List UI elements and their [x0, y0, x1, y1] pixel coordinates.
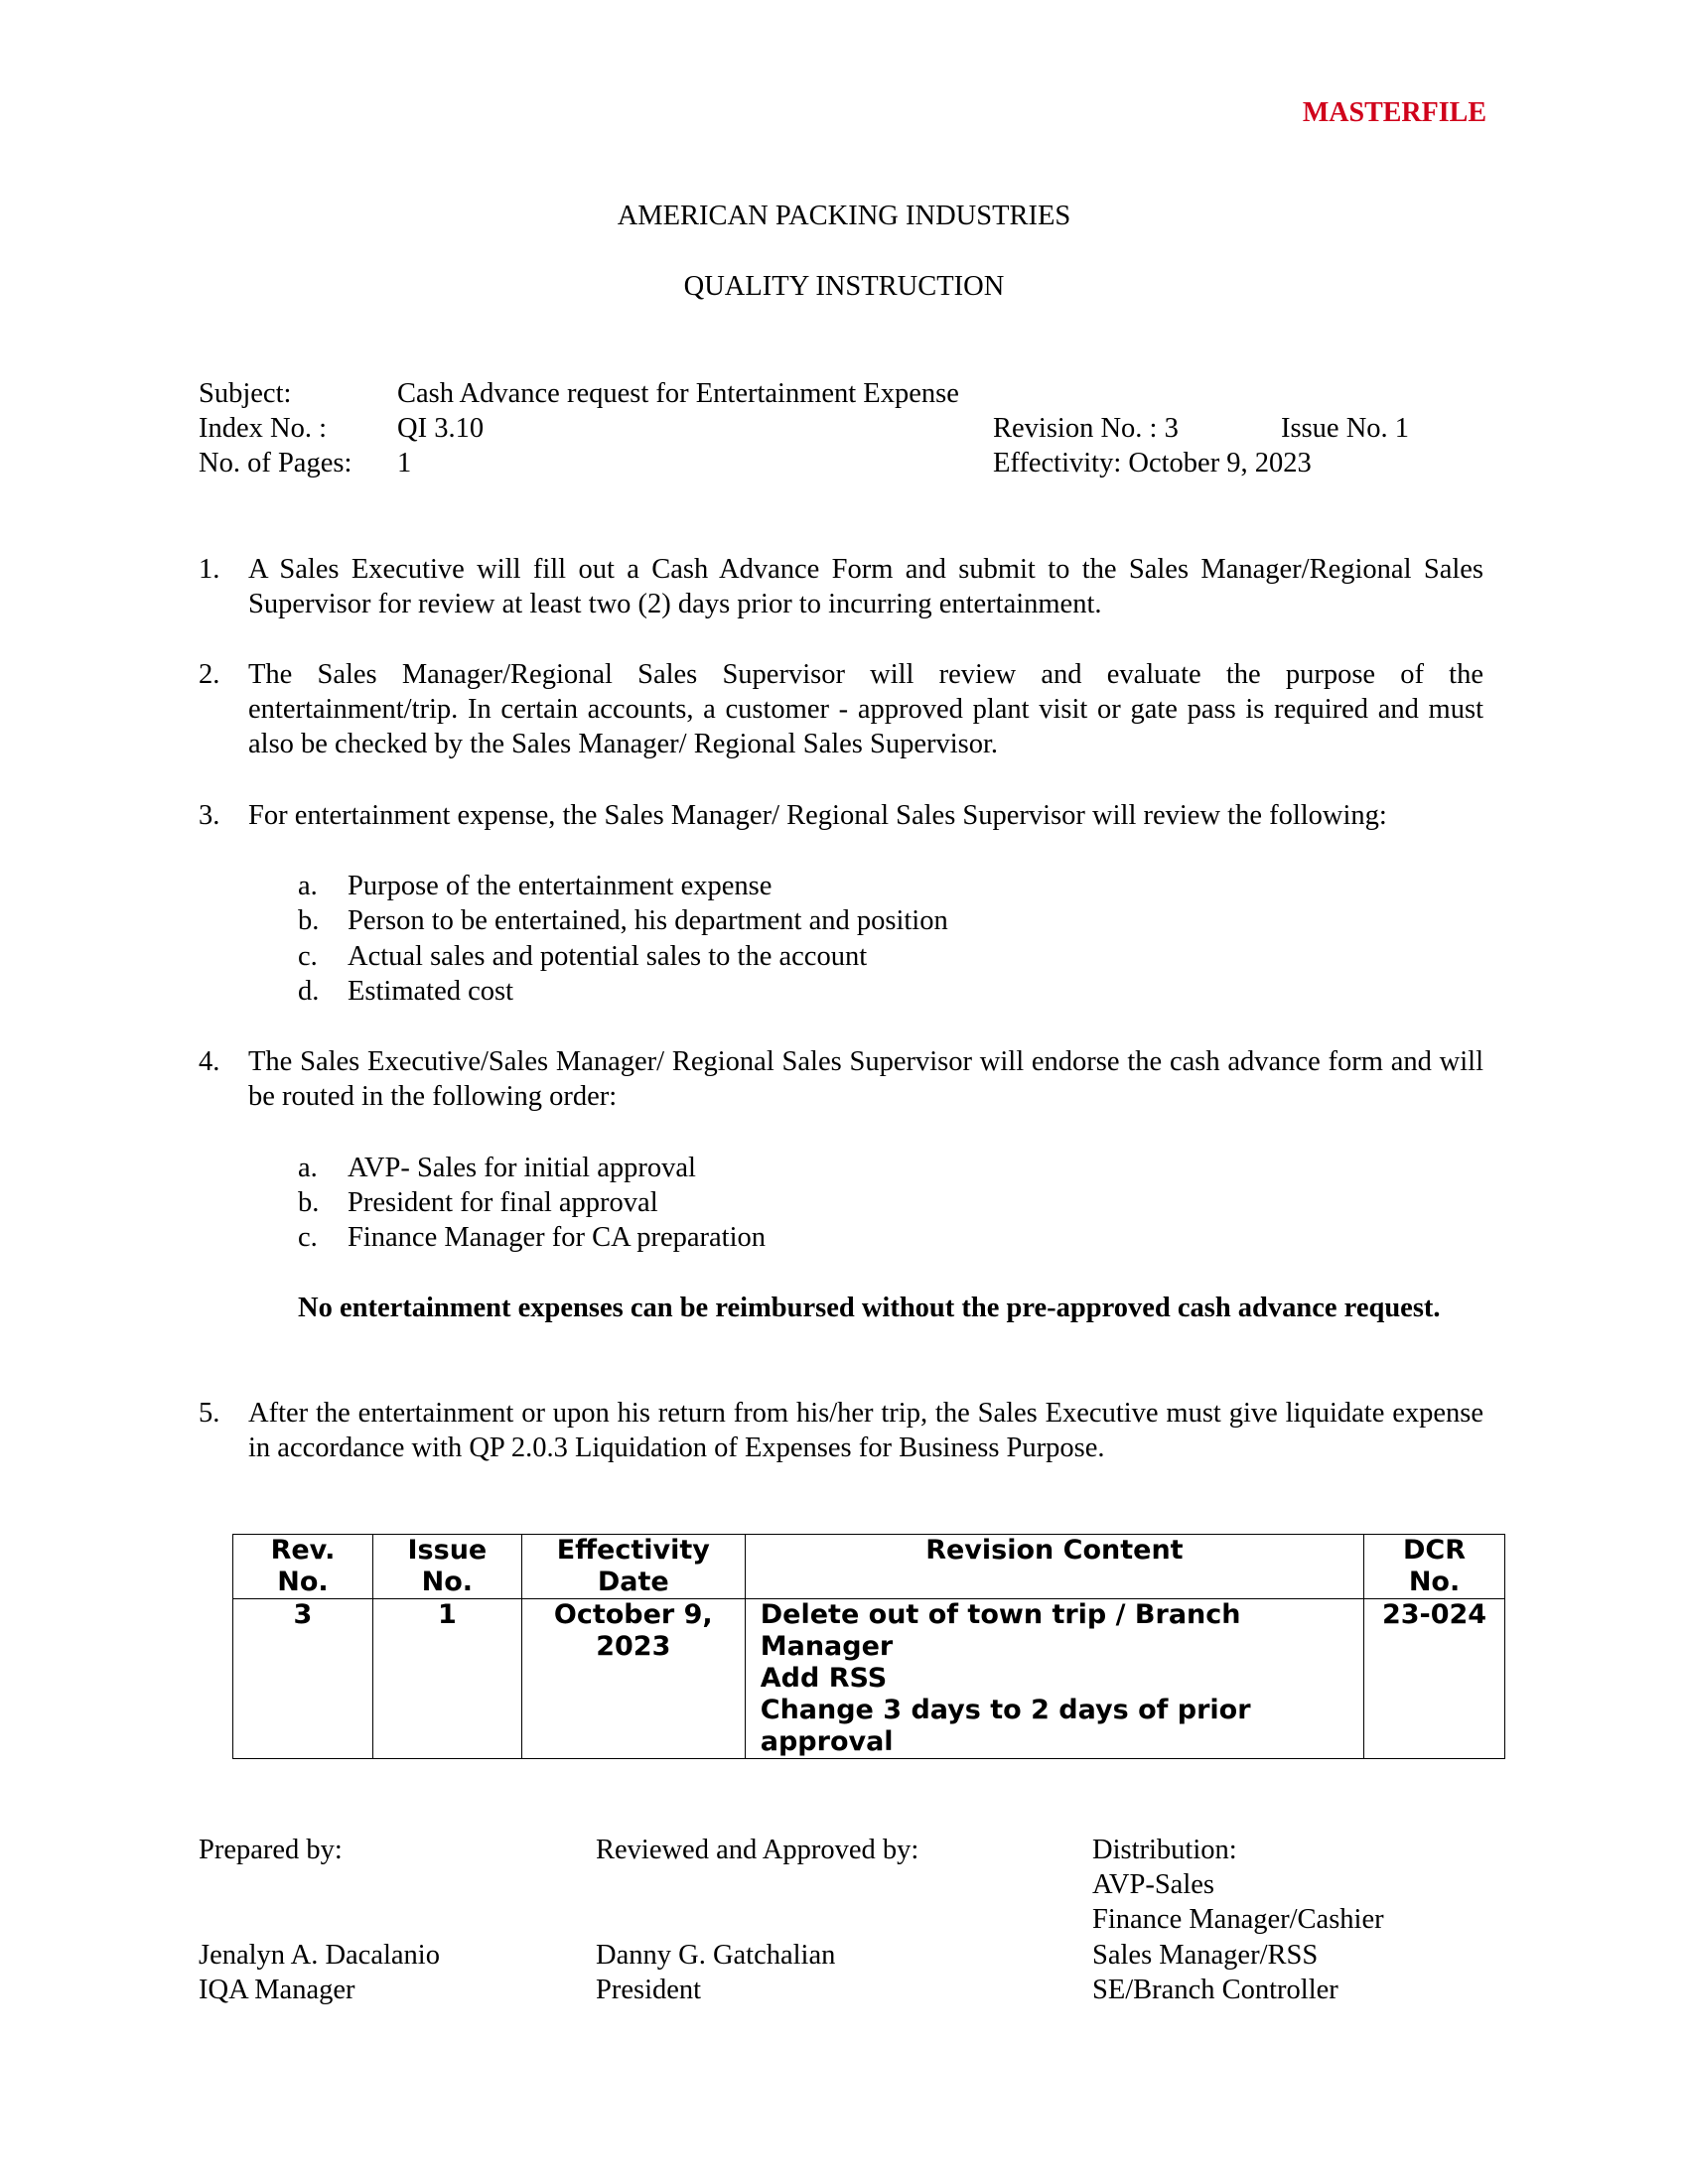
reviewed-by-label: Reviewed and Approved by: [596, 1835, 919, 1865]
company-name: AMERICAN PACKING INDUSTRIES [617, 201, 1071, 231]
header-revision-content: Revision Content [745, 1535, 1363, 1599]
list-letter: a. [298, 1153, 318, 1183]
subject-label: Subject: [199, 378, 292, 409]
table-row [233, 1599, 1505, 1759]
list-letter: a. [298, 871, 318, 901]
prepared-by-name: Jenalyn A. Dacalanio [199, 1940, 440, 1971]
revision-line: Add RSS [760, 1663, 888, 1694]
list-letter: c. [298, 941, 318, 972]
instruction-item [199, 552, 1483, 621]
header-effectivity-date: Effectivity Date [521, 1535, 745, 1599]
revision-number: Revision No. : 3 [993, 413, 1179, 444]
header-dcr-no: DCR No. [1364, 1535, 1505, 1599]
cell-dcr-no: 23-024 [1364, 1599, 1505, 1759]
item-number: 5. [199, 1398, 220, 1429]
header-issue-no: Issue No. [372, 1535, 521, 1599]
list-letter: b. [298, 1187, 320, 1218]
instruction-item [199, 798, 1483, 833]
document-type: QUALITY INSTRUCTION [683, 271, 1005, 302]
prepared-by-title: IQA Manager [199, 1975, 355, 2005]
instruction-item [199, 657, 1483, 761]
instruction-item [199, 1396, 1483, 1465]
cell-issue-no: 1 [372, 1599, 521, 1759]
item-number: 2. [199, 659, 220, 690]
list-text: Person to be entertained, his department and position [348, 905, 948, 936]
distribution-item: AVP-Sales [1092, 1869, 1214, 1900]
pages-row [199, 446, 1489, 480]
reviewed-by-title: President [596, 1975, 702, 2005]
header-rev-no: Rev. No. [233, 1535, 373, 1599]
item-text: A Sales Executive will fill out a Cash Advance Form and submit to the Sales Manager/Regional Sales Supervisor for review at least two (2) days prior to incurring entertainment. [248, 554, 1483, 619]
index-row [199, 411, 1489, 446]
item-number: 4. [199, 1046, 220, 1077]
masterfile-stamp: MASTERFILE [1302, 97, 1486, 128]
distribution-item: Sales Manager/RSS [1092, 1940, 1319, 1971]
index-label: Index No. : [199, 413, 328, 444]
list-letter: d. [298, 976, 320, 1007]
revision-line: Delete out of town trip / Branch Manager [760, 1599, 1241, 1662]
subject-value: Cash Advance request for Entertainment Expense [397, 378, 959, 409]
table-header-row [233, 1535, 1505, 1599]
effectivity-date: Effectivity: October 9, 2023 [993, 448, 1312, 478]
revision-table [232, 1534, 1505, 1759]
list-letter: b. [298, 905, 320, 936]
list-text: AVP- Sales for initial approval [348, 1153, 696, 1183]
item-text: The Sales Executive/Sales Manager/ Regional Sales Supervisor will endorse the cash advance form and will be routed in the following order: [248, 1046, 1483, 1112]
item-text: The Sales Manager/Regional Sales Supervisor will review and evaluate the purpose of the entertainment/trip. In certain accounts, a customer - approved plant visit or gate pass is required and must also be checked by the Sales Manager/ Regional Sales Supervisor. [248, 659, 1483, 759]
bold-note: No entertainment expenses can be reimbursed without the pre-approved cash advance request. [298, 1293, 1441, 1323]
instruction-item [199, 1044, 1483, 1114]
list-text: Estimated cost [348, 976, 514, 1007]
issue-number: Issue No. 1 [1281, 413, 1410, 444]
list-text: Finance Manager for CA preparation [348, 1222, 767, 1253]
item-text: For entertainment expense, the Sales Manager/ Regional Sales Supervisor will review the following: [248, 800, 1387, 831]
list-text: President for final approval [348, 1187, 658, 1218]
cell-effectivity-date: October 9, 2023 [521, 1599, 745, 1759]
distribution-item: Finance Manager/Cashier [1092, 1904, 1384, 1935]
cell-rev-no: 3 [233, 1599, 373, 1759]
pages-value: 1 [397, 448, 412, 478]
index-value: QI 3.10 [397, 413, 485, 444]
list-letter: c. [298, 1222, 318, 1253]
pages-label: No. of Pages: [199, 448, 352, 478]
item-number: 3. [199, 800, 220, 831]
item-text: After the entertainment or upon his return from his/her trip, the Sales Executive must give liquidate expense in accordance with QP 2.0.3 Liquidation of Expenses for Business Purpose. [248, 1398, 1483, 1463]
distribution-label: Distribution: [1092, 1835, 1237, 1865]
item-number: 1. [199, 554, 220, 585]
cell-revision-content [745, 1599, 1363, 1759]
subject-row [199, 376, 1489, 411]
revision-line: Change 3 days to 2 days of prior approval [760, 1695, 1251, 1757]
list-text: Purpose of the entertainment expense [348, 871, 773, 901]
prepared-by-label: Prepared by: [199, 1835, 343, 1865]
reviewed-by-name: Danny G. Gatchalian [596, 1940, 836, 1971]
list-text: Actual sales and potential sales to the account [348, 941, 868, 972]
distribution-item: SE/Branch Controller [1092, 1975, 1338, 2005]
